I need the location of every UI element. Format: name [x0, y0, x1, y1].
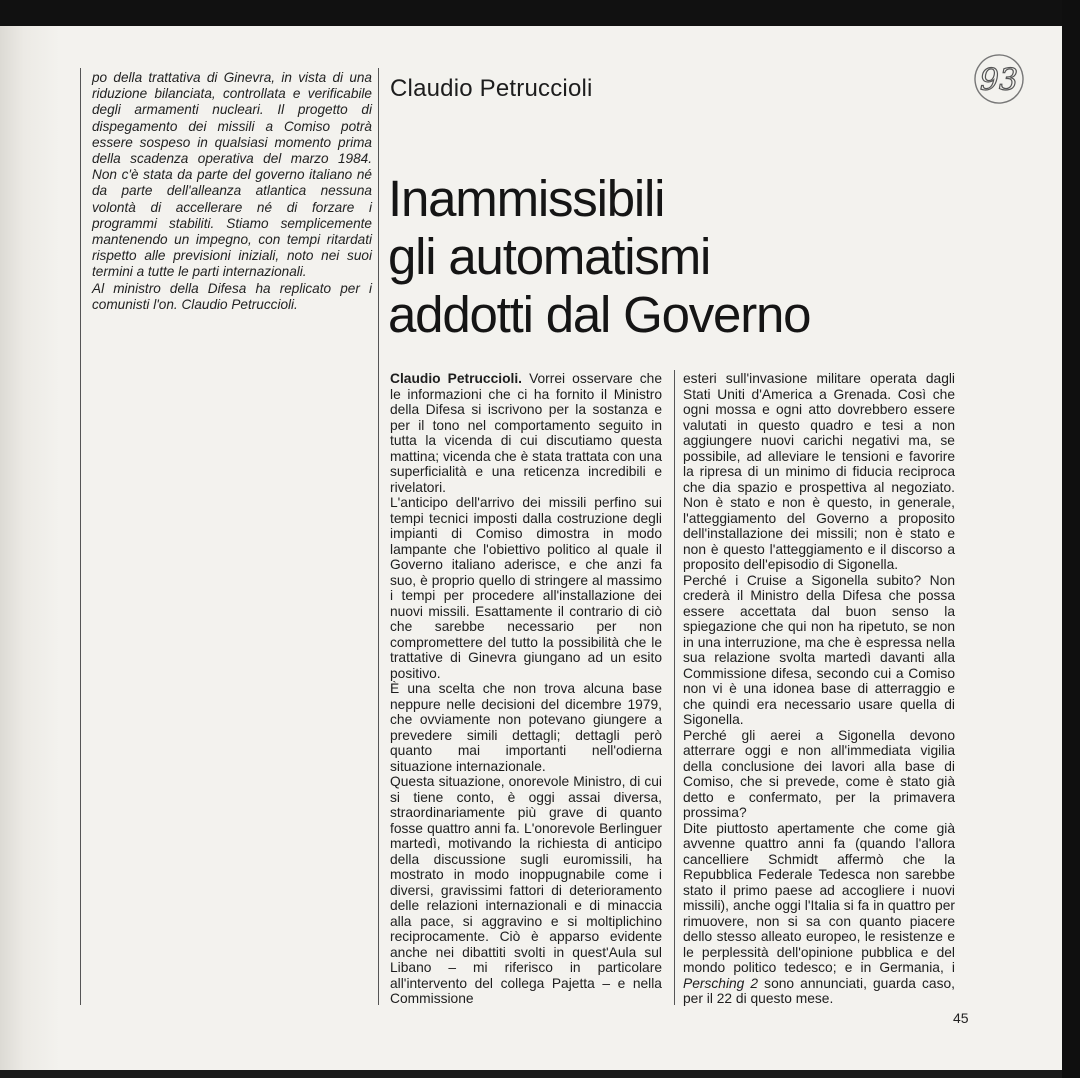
article-paragraph: L'anticipo dell'arrivo dei missili perfino sui tempi tecnici imposti dalla costruzione degli impianti di Comiso dimostra in modo lampante che l'obiettivo politico al quale il Governo italiano aderisce, e che anzi fa suo, è proprio quello di stringere al massimo i tempi per procedere all'installazione dei nuovi missili. Esattamente il contrario di ciò che sarebbe necessario per non compromettere del tutto la possibilità che le trattative di Ginevra giungano ad un esito positivo.	[390, 495, 662, 681]
article-paragraph: Perché i Cruise a Sigonella subito? Non crederà il Ministro della Difesa che possa essere accettata dal buon senso la spiegazione che qui non ha ripetuto, se non in una interruzione, ma che è espressa nella sua relazione svolta martedì davanti alla Commissione difesa, secondo cui a Comiso non vi è una idonea base di atterraggio e che quindi era necessario usare quella di Sigonella.	[683, 572, 955, 727]
article-paragraph	[390, 371, 662, 495]
scan-border-right	[1062, 0, 1080, 1078]
article-column-right	[683, 371, 955, 1007]
headline-line: gli automatismi	[388, 228, 711, 285]
article-paragraph: È una scelta che non trova alcuna base neppure nelle decisioni del dicembre 1979, che ovviamente non potevano giungere a prevedere simili dettagli; dettagli però quanto mai importanti nell'odierna situazione internazionale.	[390, 681, 662, 774]
sidebar-intro	[92, 70, 372, 313]
article-paragraph: Perché gli aerei a Sigonella devono atterrare oggi e non all'immediata vigilia della conclusione dei lavori alla base di Comiso, che si prevede, come è stato già detto e confermato, per la primavera prossima?	[683, 727, 955, 820]
stamp-number: 93	[979, 63, 1019, 98]
sidebar-paragraph: po della trattativa di Ginevra, in vista di una riduzione bilanciata, controllata e verificabile degli armamenti nucleari. Il progetto di dispegamento dei missili a Comiso potrà essere sospeso in qualsiasi momento prima della scadenza operativa del marzo 1984. Non c'è stata da parte del governo italiano né da parte dell'alleanza atlantica nessuna volontà di accellerare né di forzare i programmi stabiliti. Stiamo semplicemente mantenendo un impegno, con tempi ritardati rispetto alle previsioni iniziali, noto nei suoi termini a tutte le parti internazionali.	[92, 70, 372, 280]
paragraph-text: sono annunciati, guarda caso, per il 22 di questo mese.	[683, 975, 955, 1006]
article-paragraph: esteri sull'invasione militare operata dagli Stati Uniti d'America a Grenada. Così che ogni mossa e ogni atto dovrebbero essere valutati in questo quadro e tesi a non aggiungere nuovi carichi negativi ma, se possibile, ad alleviare le tensioni e favorire la ripresa di un minimo di fiducia reciproca che dia spazio e prospettiva al negoziato. Non è stato e non è questo, in generale, l'atteggiamento del Governo a proposito dell'installazione dei missili; non è stato e non è questo l'atteggiamento e il discorso a proposito dell'episodio di Sigonella.	[683, 371, 955, 572]
missile-name-italic: Persching 2	[683, 975, 759, 991]
column-divider-right	[674, 370, 675, 1005]
page-number: 45	[953, 1010, 969, 1026]
speaker-name: Claudio Petruccioli.	[390, 371, 523, 386]
handwritten-page-stamp	[970, 50, 1026, 110]
article-column-left	[390, 371, 662, 1007]
headline-line: Inammissibili	[388, 170, 665, 227]
article-paragraph: Questa situazione, onorevole Ministro, di cui si tiene conto, è oggi assai diversa, straordinariamente più grave di quanto fosse quattro anni fa. L'onorevole Berlinguer martedì, motivando la richiesta di anticipo della discussione sugli euromissili, ha mostrato in modo inoppugnabile come i diversi, gravissimi fattori di deterioramento delle relazioni internazionali e di minaccia alla pace, si aggravino e si moltiplichino reciprocamente. Ciò è apparso evidente anche nei dibattiti svolti in quest'Aula sul Libano – mi riferisco in particolare all'intervento del collega Pajetta – e nella Commissione	[390, 774, 662, 1006]
article-headline	[388, 170, 948, 344]
paragraph-text: Vorrei osservare che le informazioni che ci ha fornito il Ministro della Difesa si iscrivono per la sostanza e per il tono nel comportamento seguito in tutta la vicenda di cui discutiamo questa mattina; vicenda che è stata trattata con una superficialità e una reticenza incredibili e rivelatori.	[390, 371, 663, 495]
column-divider-left	[80, 68, 81, 1005]
scan-border-top	[0, 0, 1080, 26]
binding-shadow	[0, 26, 60, 1070]
column-divider-middle	[378, 68, 379, 1005]
paragraph-text: Dite piuttosto apertamente che come già avvenne quattro anni fa (quando l'allora cancelliere Schmidt affermò che la Repubblica Federale Tedesca non sarebbe stato il primo paese ad accogliere i nuovi missili), anche oggi l'Italia si fa in quattro per rimuovere, non si sa con quanto piacere dello stesso alleato europeo, le resistenze e le perplessità dell'opinione pubblica e del mondo politico tedesco; e in Germania, i	[683, 820, 955, 975]
article-byline: Claudio Petruccioli	[390, 75, 593, 102]
article-paragraph	[683, 821, 955, 1007]
sidebar-paragraph: Al ministro della Difesa ha replicato per i comunisti l'on. Claudio Petruccioli.	[92, 280, 372, 312]
headline-line: addotti dal Governo	[388, 286, 811, 343]
